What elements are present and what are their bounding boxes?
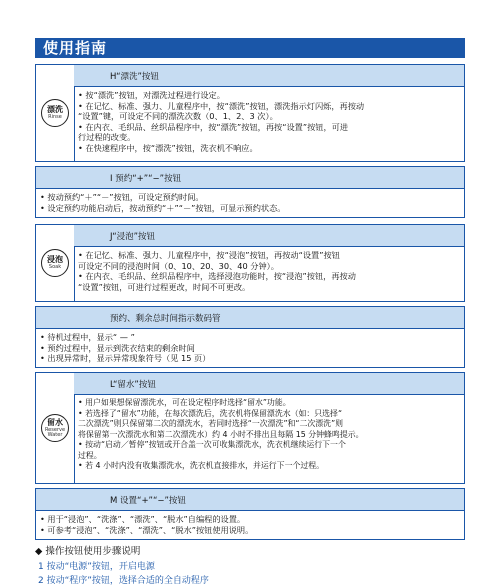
- body-line: • 按“漂洗”按钮，对漂洗过程进行设定。: [78, 90, 225, 100]
- rinse-icon: [41, 99, 69, 127]
- section-heading: 预约、剩余总时间指示数码管: [36, 307, 464, 329]
- reserve-water-icon-sublabel: Reserve Water: [44, 426, 66, 438]
- section-heading: J“浸泡”按钮: [74, 225, 464, 247]
- reserve-water-icon-cell: [36, 373, 75, 483]
- body-line: “设置”按钮，可进行过程更改，时间不可更改。: [78, 281, 251, 292]
- section-body: [74, 87, 464, 153]
- page-title: 使用指南: [35, 38, 465, 58]
- body-line: • 在内衣、毛织品、丝织品程序中，按“漂洗”按钮，再按“设置”按钮，可进: [78, 121, 349, 132]
- body-line: • 在记忆、标准、强力、儿童程序中，按“浸泡”按钮，再按动“设置”按钮: [78, 250, 340, 260]
- setting-button-section: [35, 488, 465, 540]
- rinse-icon-sublabel: Rinse: [48, 114, 62, 120]
- soak-icon: [41, 249, 69, 277]
- body-line: • 出现异常时，显示异常现象符号（见 15 页）: [40, 353, 211, 363]
- body-line: • 设定预约功能启动后，按动预约“＋”“－”按钮，可显示预约状态。: [40, 202, 286, 213]
- body-line: • 用于“浸泡”、“洗涤”、“漂洗”、“脱水”自编程的设置。: [40, 514, 246, 524]
- body-line: • 在快速程序中，按“漂洗”按钮，洗衣机不响应。: [78, 142, 258, 153]
- reservation-button-section: [35, 166, 465, 218]
- section-body: [36, 511, 464, 535]
- soak-button-section: [35, 224, 465, 302]
- body-line: • 按动预约“＋”“－”按钮，可设定预约时间。: [40, 192, 204, 202]
- body-line: “设置”键，可设定不同的漂洗次数（0、1、2、3 次）。: [78, 111, 278, 121]
- soak-icon-sublabel: Soak: [48, 264, 62, 270]
- section-body: [36, 329, 464, 364]
- reserve-water-icon: [41, 414, 69, 442]
- section-body: [74, 395, 464, 472]
- body-line: • 在内衣、毛织品、丝织品程序中，选择浸泡功能时，按“浸泡”按钮，再按动: [78, 271, 356, 281]
- body-line: • 用户如果想保留漂洗水，可在设定程序时选择“留水”功能。: [78, 398, 291, 407]
- reserve-water-button-section: [35, 372, 465, 484]
- body-line: • 待机过程中，显示“ — ”: [40, 332, 135, 342]
- rinse-icon-cell: [36, 65, 75, 161]
- section-heading: I 预约“+”“−”按钮: [36, 167, 464, 189]
- body-line: • 若选择了“留水”功能，在每次漂洗后，洗衣机将保留漂洗水（如：只选择“: [78, 408, 343, 418]
- body-line: 行过程的改变。: [78, 132, 136, 142]
- body-line: • 预约过程中，显示到洗衣结束的剩余时间: [40, 342, 195, 353]
- body-line: 过程。: [78, 450, 102, 460]
- body-line: • 可参考“浸泡”、“洗涤”、“漂洗”、“脱水”按钮使用说明。: [40, 524, 254, 535]
- section-heading: H“漂洗”按钮: [74, 65, 464, 87]
- step-item: 2 按动“程序”按钮，选择合适的全自动程序: [38, 576, 209, 586]
- soak-icon-label: 浸泡: [47, 255, 63, 264]
- body-line: • 若 4 小时内没有收集漂洗水，洗衣机直接排水，并运行下一个过程。: [78, 461, 325, 470]
- steps-heading: ◆ 操作按钮使用步骤说明: [35, 546, 141, 557]
- reserve-water-icon-label: 留水: [47, 417, 63, 427]
- body-line: 二次漂洗”则只保留第二次的漂洗水，若同时选择“一次漂洗”和“二次漂洗”则: [78, 419, 344, 428]
- body-line: 将保留第一次漂洗水和第二次漂洗水）约 4 小时不排出且每隔 15 分钟蜂鸣提示。: [78, 429, 364, 439]
- section-body: [74, 247, 464, 292]
- section-body: [36, 189, 464, 213]
- body-line: • 在记忆、标准、强力、儿童程序中，按“漂洗”按钮，漂洗指示灯闪烁，再按动: [78, 100, 365, 111]
- step-item: 1 按动“电源”按钮，开启电源: [38, 562, 155, 572]
- soak-icon-cell: [36, 225, 75, 301]
- display-indicator-section: [35, 306, 465, 368]
- rinse-button-section: [35, 64, 465, 162]
- rinse-icon-label: 漂洗: [47, 105, 63, 114]
- body-line: • 按动“启动／暂停”按钮或开合盖一次可收集漂洗水，洗衣机继续运行下一个: [78, 440, 346, 449]
- section-heading: L“留水”按钮: [74, 373, 464, 395]
- section-heading: M 设置“+”“−”按钮: [36, 489, 464, 511]
- body-line: 可设定不同的浸泡时间（0、10、20、30、40 分钟）。: [78, 260, 279, 271]
